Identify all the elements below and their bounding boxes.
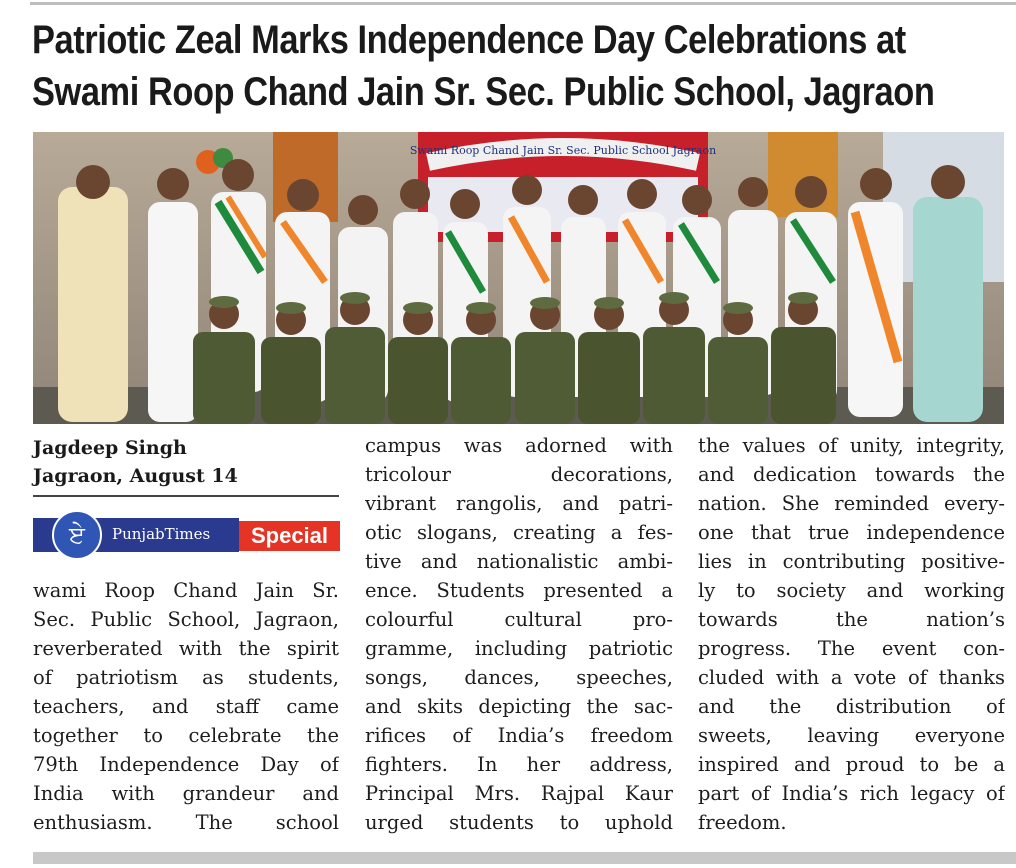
byline-name: Jagdeep Singh — [33, 437, 187, 459]
banner-text: Swami Roop Chand Jain Sr. Sec. Public School Jagraon — [409, 144, 717, 157]
article-line: and the distribution of — [698, 695, 1005, 718]
article-line: enthusiasm. The school — [33, 811, 339, 834]
article-column-3 — [698, 431, 1005, 837]
article-line: and dedication towards the — [698, 463, 1005, 486]
bottom-rule — [33, 852, 1016, 864]
article-line: ence. Students presented a — [365, 579, 673, 602]
group-photo-illustration — [33, 132, 1004, 424]
article-line: and skits depicting the sac- — [365, 695, 673, 718]
article-line: together to celebrate the — [33, 724, 339, 747]
article-line: part of India’s rich legacy of — [698, 782, 1005, 805]
article-column-1 — [33, 576, 339, 837]
article-line: otic slogans, creating a fes- — [365, 521, 673, 544]
article-line: India with grandeur and — [33, 782, 339, 805]
article-line: urged students to uphold — [365, 811, 673, 834]
article-line: campus was adorned with — [365, 434, 673, 457]
logo-text: PunjabTimes — [112, 525, 211, 543]
article-line: gramme, including patriotic — [365, 637, 673, 660]
group-photo — [33, 132, 1004, 424]
article-line: teachers, and staff came — [33, 695, 339, 718]
headline — [32, 14, 935, 118]
article-line: inspired and proud to be a — [698, 753, 1005, 776]
article-line: colourful cultural pro- — [365, 608, 673, 631]
article-line: of patriotism as students, — [33, 666, 339, 689]
byline — [33, 434, 343, 490]
byline-place: Jagraon, August 14 — [33, 465, 238, 487]
article-line: tive and nationalistic ambi- — [365, 550, 673, 573]
article-line: nation. She reminded every- — [698, 492, 1005, 515]
headline-line-1: Patriotic Zeal Marks Independence Day Celebrations at — [32, 18, 906, 62]
article-column-2 — [365, 431, 673, 837]
article-line: rifices of India’s freedom — [365, 724, 673, 747]
article-line: vibrant rangolis, and patri- — [365, 492, 673, 515]
article-line: Principal Mrs. Rajpal Kaur — [365, 782, 673, 805]
article-line: cluded with a vote of thanks — [698, 666, 1005, 689]
article-line: 79th Independence Day of — [33, 753, 339, 776]
article-line: Sec. Public School, Jagraon, — [33, 608, 339, 631]
punjab-times-emblem-icon: ਏ — [52, 510, 102, 560]
special-badge: Special — [239, 521, 340, 551]
byline-rule — [33, 495, 339, 497]
article-line: the values of unity, integrity, — [698, 434, 1005, 457]
article-line: one that true independence — [698, 521, 1005, 544]
headline-line-2: Swami Roop Chand Jain Sr. Sec. Public School, Jagraon — [32, 70, 935, 114]
article-line: wami Roop Chand Jain Sr. — [33, 579, 339, 602]
top-rule — [30, 2, 1016, 5]
article-line: fighters. In her address, — [365, 753, 673, 776]
article-line: progress. The event con- — [698, 637, 1005, 660]
article-line: songs, dances, speeches, — [365, 666, 673, 689]
article-line: lies in contributing positive- — [698, 550, 1005, 573]
article-line: tricolour decorations, — [365, 463, 673, 486]
article-line: freedom. — [698, 811, 787, 834]
article-line: reverberated with the spirit — [33, 637, 339, 660]
article-line: ly to society and working — [698, 579, 1005, 602]
article-line: towards the nation’s — [698, 608, 1005, 631]
article-line: sweets, leaving everyone — [698, 724, 1005, 747]
